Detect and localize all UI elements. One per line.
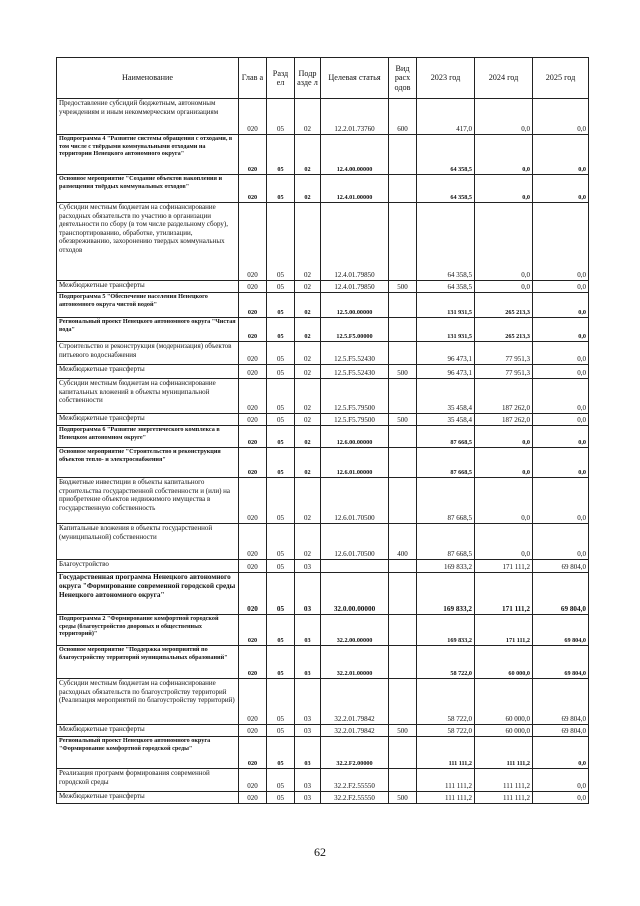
cell-chapter: 020 [239, 342, 267, 365]
cell-section: 05 [267, 426, 295, 448]
page-number: 62 [314, 845, 326, 859]
cell-name: Основное мероприятие "Поддержка мероприятий по благоустройству территорий муниципальных образований" [57, 646, 239, 679]
cell-section: 05 [267, 646, 295, 679]
cell-section: 05 [267, 615, 295, 646]
cell-target-article: 32.2.00.00000 [321, 615, 389, 646]
cell-target-article: 12.4.01.79850 [321, 281, 389, 293]
cell-amount-2024: 0,0 [475, 281, 533, 293]
cell-amount-2023: 35 458,4 [417, 414, 475, 426]
cell-name: Подпрограмма 4 "Развитие системы обращения с отходами, в том числе с твёрдыми коммунальными отходами на территории Ненецкого автономного округа" [57, 135, 239, 175]
cell-target-article: 32.2.F2.55550 [321, 792, 389, 804]
cell-amount-2023: 87 668,5 [417, 524, 475, 560]
cell-chapter: 020 [239, 379, 267, 414]
table-row [57, 646, 589, 679]
cell-expense-type [389, 478, 417, 524]
cell-amount-2024: 77 951,3 [475, 342, 533, 365]
cell-expense-type [389, 560, 417, 573]
cell-expense-type: 500 [389, 281, 417, 293]
cell-amount-2025: 0,0 [533, 342, 589, 365]
cell-section: 05 [267, 342, 295, 365]
cell-section: 05 [267, 524, 295, 560]
cell-subsection: 02 [295, 318, 321, 342]
cell-amount-2025: 0,0 [533, 281, 589, 293]
cell-amount-2023: 169 833,2 [417, 615, 475, 646]
cell-chapter: 020 [239, 365, 267, 379]
cell-amount-2024: 111 111,2 [475, 769, 533, 792]
cell-section: 05 [267, 478, 295, 524]
cell-chapter: 020 [239, 792, 267, 804]
cell-chapter: 020 [239, 448, 267, 478]
cell-expense-type: 500 [389, 792, 417, 804]
cell-expense-type [389, 737, 417, 769]
table-row [57, 203, 589, 281]
cell-name: Подпрограмма 6 "Развитие энергетического комплекса в Ненецком автономном округе" [57, 426, 239, 448]
table-row [57, 281, 589, 293]
cell-chapter: 020 [239, 293, 267, 318]
cell-target-article: 12.6.01.70500 [321, 524, 389, 560]
cell-amount-2024: 0,0 [475, 99, 533, 135]
cell-name: Региональный проект Ненецкого автономного округа "Формирование комфортной городской среды" [57, 737, 239, 769]
cell-name: Основное мероприятие "Создание объектов накопления и размещения твёрдых коммунальных отходов" [57, 175, 239, 203]
cell-amount-2023: 87 668,5 [417, 426, 475, 448]
cell-amount-2023: 58 722,0 [417, 679, 475, 725]
cell-subsection: 03 [295, 737, 321, 769]
cell-amount-2023: 87 668,5 [417, 478, 475, 524]
table-row [57, 679, 589, 725]
cell-subsection: 03 [295, 769, 321, 792]
cell-name: Субсидии местным бюджетам на софинансирование расходных обязательств по участию в организации деятельности по сбору (в том числе раздельному сбору), транспортированию, обработке, утилизации, обезвреживанию, захоронению твердых коммунальных отходов [57, 203, 239, 281]
cell-amount-2024: 60 000,0 [475, 725, 533, 737]
cell-amount-2023: 96 473,1 [417, 342, 475, 365]
cell-amount-2024: 0,0 [475, 478, 533, 524]
cell-expense-type [389, 646, 417, 679]
cell-expense-type [389, 175, 417, 203]
cell-amount-2024: 60 000,0 [475, 679, 533, 725]
table-row [57, 792, 589, 804]
cell-subsection: 02 [295, 281, 321, 293]
cell-amount-2023: 96 473,1 [417, 365, 475, 379]
table-header-row [57, 58, 589, 99]
cell-amount-2025: 0,0 [533, 365, 589, 379]
table-row [57, 573, 589, 615]
cell-amount-2024: 0,0 [475, 203, 533, 281]
cell-target-article: 12.5.F5.79500 [321, 379, 389, 414]
cell-expense-type [389, 379, 417, 414]
table-row [57, 342, 589, 365]
cell-amount-2023: 64 358,5 [417, 281, 475, 293]
table-row [57, 737, 589, 769]
cell-amount-2023: 169 833,2 [417, 573, 475, 615]
cell-chapter: 020 [239, 478, 267, 524]
table-row [57, 560, 589, 573]
cell-amount-2023: 169 833,2 [417, 560, 475, 573]
cell-expense-type [389, 448, 417, 478]
cell-expense-type [389, 318, 417, 342]
cell-section: 05 [267, 203, 295, 281]
cell-expense-type [389, 679, 417, 725]
table-row [57, 414, 589, 426]
cell-amount-2023: 111 111,2 [417, 737, 475, 769]
cell-subsection: 02 [295, 293, 321, 318]
cell-section: 05 [267, 560, 295, 573]
cell-amount-2023: 87 668,5 [417, 448, 475, 478]
cell-amount-2023: 111 111,2 [417, 769, 475, 792]
cell-amount-2025: 0,0 [533, 414, 589, 426]
cell-target-article: 32.2.F2.55550 [321, 769, 389, 792]
cell-name: Предоставление субсидий бюджетным, автономным учреждениям и иным некоммерческим организациям [57, 99, 239, 135]
cell-target-article: 12.5.F5.52430 [321, 342, 389, 365]
cell-subsection: 02 [295, 478, 321, 524]
cell-amount-2023: 64 358,5 [417, 203, 475, 281]
cell-amount-2023: 35 458,4 [417, 379, 475, 414]
table-row [57, 318, 589, 342]
cell-amount-2024: 171 111,2 [475, 560, 533, 573]
cell-subsection: 02 [295, 426, 321, 448]
cell-target-article [321, 560, 389, 573]
table-row [57, 448, 589, 478]
cell-expense-type [389, 426, 417, 448]
cell-amount-2025: 69 804,0 [533, 679, 589, 725]
cell-amount-2025: 0,0 [533, 175, 589, 203]
cell-chapter: 020 [239, 135, 267, 175]
cell-amount-2025: 0,0 [533, 426, 589, 448]
table-row [57, 99, 589, 135]
cell-target-article: 12.4.01.79850 [321, 203, 389, 281]
cell-chapter: 020 [239, 725, 267, 737]
header-target-article: Целевая статья [321, 58, 389, 99]
cell-chapter: 020 [239, 524, 267, 560]
table-row [57, 615, 589, 646]
cell-chapter: 020 [239, 426, 267, 448]
cell-expense-type: 500 [389, 725, 417, 737]
cell-subsection: 03 [295, 725, 321, 737]
table-row [57, 379, 589, 414]
cell-amount-2023: 64 358,5 [417, 135, 475, 175]
cell-expense-type: 400 [389, 524, 417, 560]
cell-expense-type: 600 [389, 99, 417, 135]
table-row [57, 135, 589, 175]
cell-amount-2024: 187 262,0 [475, 414, 533, 426]
cell-name: Подпрограмма 5 "Обеспечение населения Ненецкого автономного округа чистой водой" [57, 293, 239, 318]
table-row [57, 426, 589, 448]
cell-amount-2025: 0,0 [533, 792, 589, 804]
cell-name: Межбюджетные трансферты [57, 281, 239, 293]
cell-amount-2023: 111 111,2 [417, 792, 475, 804]
header-expense-type: Вид расх одов [389, 58, 417, 99]
cell-expense-type: 500 [389, 365, 417, 379]
cell-subsection: 03 [295, 560, 321, 573]
cell-subsection: 02 [295, 414, 321, 426]
cell-amount-2024: 60 000,0 [475, 646, 533, 679]
cell-amount-2024: 77 951,3 [475, 365, 533, 379]
cell-name: Строительство и реконструкция (модернизация) объектов питьевого водоснабжения [57, 342, 239, 365]
cell-target-article: 12.6.00.00000 [321, 426, 389, 448]
cell-name: Региональный проект Ненецкого автономного округа "Чистая вода" [57, 318, 239, 342]
cell-subsection: 03 [295, 573, 321, 615]
cell-amount-2024: 187 262,0 [475, 379, 533, 414]
cell-section: 05 [267, 573, 295, 615]
cell-amount-2025: 0,0 [533, 318, 589, 342]
cell-name: Межбюджетные трансферты [57, 725, 239, 737]
cell-amount-2023: 131 931,5 [417, 293, 475, 318]
cell-subsection: 02 [295, 99, 321, 135]
cell-section: 05 [267, 679, 295, 725]
cell-section: 05 [267, 99, 295, 135]
cell-name: Межбюджетные трансферты [57, 792, 239, 804]
table-row [57, 365, 589, 379]
cell-subsection: 02 [295, 203, 321, 281]
cell-amount-2024: 111 111,2 [475, 737, 533, 769]
header-name: Наименование [57, 58, 239, 99]
cell-subsection: 03 [295, 646, 321, 679]
header-subsection: Подр азде л [295, 58, 321, 99]
cell-chapter: 020 [239, 679, 267, 725]
cell-subsection: 02 [295, 365, 321, 379]
cell-chapter: 020 [239, 615, 267, 646]
cell-amount-2023: 58 722,0 [417, 646, 475, 679]
budget-page [56, 57, 588, 804]
cell-amount-2024: 0,0 [475, 448, 533, 478]
header-chapter: Глав а [239, 58, 267, 99]
cell-subsection: 02 [295, 379, 321, 414]
cell-chapter: 020 [239, 737, 267, 769]
cell-amount-2023: 417,0 [417, 99, 475, 135]
header-section: Разд ел [267, 58, 295, 99]
cell-expense-type [389, 203, 417, 281]
cell-amount-2024: 171 111,2 [475, 615, 533, 646]
cell-target-article: 12.6.01.70500 [321, 478, 389, 524]
cell-amount-2025: 69 804,0 [533, 615, 589, 646]
cell-amount-2025: 0,0 [533, 135, 589, 175]
cell-section: 05 [267, 414, 295, 426]
cell-section: 05 [267, 792, 295, 804]
cell-subsection: 02 [295, 448, 321, 478]
cell-section: 05 [267, 281, 295, 293]
cell-target-article: 32.2.01.79842 [321, 725, 389, 737]
table-row [57, 725, 589, 737]
header-year-2023: 2023 год [417, 58, 475, 99]
cell-amount-2025: 0,0 [533, 99, 589, 135]
cell-chapter: 020 [239, 175, 267, 203]
cell-target-article: 12.4.00.00000 [321, 135, 389, 175]
cell-chapter: 020 [239, 573, 267, 615]
table-row [57, 175, 589, 203]
cell-amount-2025: 69 804,0 [533, 646, 589, 679]
cell-section: 05 [267, 769, 295, 792]
cell-target-article: 12.5.F5.52430 [321, 365, 389, 379]
cell-subsection: 03 [295, 679, 321, 725]
table-row [57, 524, 589, 560]
cell-name: Субсидии местным бюджетам на софинансирование расходных обязательств по благоустройству территорий (Реализация мероприятий по благоустройству территорий) [57, 679, 239, 725]
cell-target-article: 12.6.01.00000 [321, 448, 389, 478]
cell-subsection: 02 [295, 175, 321, 203]
cell-amount-2023: 131 931,5 [417, 318, 475, 342]
cell-amount-2025: 0,0 [533, 524, 589, 560]
header-year-2024: 2024 год [475, 58, 533, 99]
cell-amount-2024: 171 111,2 [475, 573, 533, 615]
cell-name: Межбюджетные трансферты [57, 414, 239, 426]
cell-amount-2025: 69 804,0 [533, 560, 589, 573]
cell-amount-2024: 0,0 [475, 135, 533, 175]
cell-amount-2024: 265 213,3 [475, 318, 533, 342]
cell-name: Бюджетные инвестиции в объекты капитального строительства государственной собственности и (или) на приобретение объектов недвижимого имущества в государственную собственность [57, 478, 239, 524]
cell-section: 05 [267, 318, 295, 342]
cell-amount-2025: 0,0 [533, 769, 589, 792]
cell-target-article: 12.4.01.00000 [321, 175, 389, 203]
cell-chapter: 020 [239, 203, 267, 281]
table-body [57, 99, 589, 804]
cell-amount-2025: 0,0 [533, 737, 589, 769]
cell-target-article: 32.2.01.79842 [321, 679, 389, 725]
cell-target-article: 12.5.F5.79500 [321, 414, 389, 426]
cell-amount-2025: 69 804,0 [533, 573, 589, 615]
cell-name: Подпрограмма 2 "Формирование комфортной городской среды (благоустройство дворовых и общественных территорий)" [57, 615, 239, 646]
cell-target-article: 12.2.01.73760 [321, 99, 389, 135]
cell-section: 05 [267, 135, 295, 175]
cell-expense-type [389, 769, 417, 792]
cell-amount-2025: 0,0 [533, 448, 589, 478]
cell-chapter: 020 [239, 646, 267, 679]
table-row [57, 769, 589, 792]
cell-amount-2025: 0,0 [533, 478, 589, 524]
cell-section: 05 [267, 725, 295, 737]
cell-subsection: 03 [295, 792, 321, 804]
cell-expense-type [389, 615, 417, 646]
cell-section: 05 [267, 175, 295, 203]
cell-chapter: 020 [239, 99, 267, 135]
header-year-2025: 2025 год [533, 58, 589, 99]
cell-section: 05 [267, 293, 295, 318]
cell-name: Государственная программа Ненецкого автономного округа "Формирование современной городской среды Ненецкого автономного округа" [57, 573, 239, 615]
cell-subsection: 02 [295, 524, 321, 560]
table-row [57, 478, 589, 524]
cell-chapter: 020 [239, 281, 267, 293]
cell-section: 05 [267, 379, 295, 414]
cell-amount-2023: 58 722,0 [417, 725, 475, 737]
cell-name: Субсидии местным бюджетам на софинансирование капитальных вложений в объекты муниципальной собственности [57, 379, 239, 414]
cell-subsection: 03 [295, 615, 321, 646]
cell-chapter: 020 [239, 560, 267, 573]
cell-target-article: 12.5.00.00000 [321, 293, 389, 318]
cell-amount-2025: 0,0 [533, 293, 589, 318]
cell-name: Реализация программ формирования современной городской среды [57, 769, 239, 792]
cell-amount-2025: 69 804,0 [533, 725, 589, 737]
cell-expense-type [389, 342, 417, 365]
cell-amount-2024: 0,0 [475, 524, 533, 560]
cell-chapter: 020 [239, 769, 267, 792]
cell-target-article: 32.0.00.00000 [321, 573, 389, 615]
cell-amount-2024: 0,0 [475, 175, 533, 203]
cell-subsection: 02 [295, 342, 321, 365]
cell-target-article: 32.2.F2.00000 [321, 737, 389, 769]
cell-amount-2023: 64 358,5 [417, 175, 475, 203]
cell-amount-2024: 0,0 [475, 426, 533, 448]
cell-expense-type: 500 [389, 414, 417, 426]
cell-amount-2024: 111 111,2 [475, 792, 533, 804]
budget-table [56, 57, 589, 804]
cell-name: Межбюджетные трансферты [57, 365, 239, 379]
cell-chapter: 020 [239, 414, 267, 426]
cell-name: Благоустройство [57, 560, 239, 573]
cell-target-article: 32.2.01.00000 [321, 646, 389, 679]
cell-amount-2025: 0,0 [533, 379, 589, 414]
cell-target-article: 12.5.F5.00000 [321, 318, 389, 342]
cell-section: 05 [267, 448, 295, 478]
cell-name: Основное мероприятие "Строительство и реконструкция объектов тепло- и электроснабжения" [57, 448, 239, 478]
cell-amount-2025: 0,0 [533, 203, 589, 281]
cell-section: 05 [267, 737, 295, 769]
table-row [57, 293, 589, 318]
cell-expense-type [389, 573, 417, 615]
cell-name: Капитальные вложения в объекты государственной (муниципальной) собственности [57, 524, 239, 560]
cell-chapter: 020 [239, 318, 267, 342]
cell-amount-2024: 265 213,3 [475, 293, 533, 318]
cell-section: 05 [267, 365, 295, 379]
cell-subsection: 02 [295, 135, 321, 175]
cell-expense-type [389, 293, 417, 318]
cell-expense-type [389, 135, 417, 175]
